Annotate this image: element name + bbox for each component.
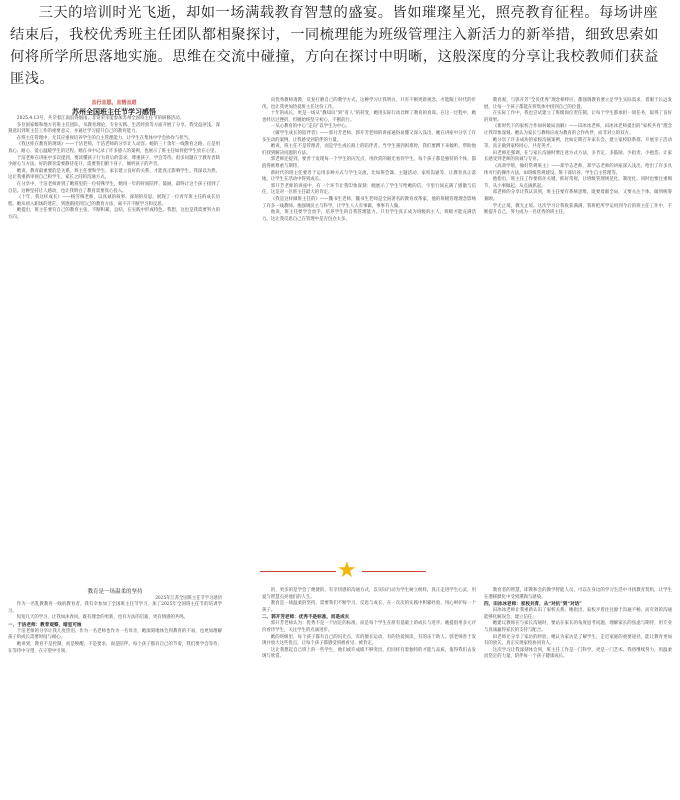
doc2-paragraph: 这次学习让我深刻体会到，班主任工作是一门科学，更是一门艺术。我将继续努力，用温柔而坚定的力量，陪伴每一个孩子健康成长。 xyxy=(484,647,672,660)
doc1-date: 2025.4.13号，共杂着江南浪得烟雨，非常荣幸能参加苏州全国班主任节的研修活动。 xyxy=(16,116,185,121)
doc2-title: 教育是一场温柔的坚持 xyxy=(87,589,143,595)
doc2-paragraph: 教育者的智慧，即教和会的教学智能人员，可以在身边的学习生活中寻找教育契机，让学生在潜移默化中受到熏陶与感染。 xyxy=(484,588,672,600)
doc1-paragraph: 十年的成长，更是一场从“教知识”到“育人”的转变，她用实际行动诠释了教育的真谛。在这一过程中，她也经历过挫折，但她始终坚守初心，不断前行。 xyxy=(262,111,476,123)
doc1-paragraph: 《高效学班，做好常规班主》——郑学志老师，郑学志老师的讲座深入浅出，给出了许多具体可行的操作方法，如班级常规建设、班干部培养、学生自主管理等。 xyxy=(484,163,672,176)
intro-paragraph: 三天的培训时光飞逝，却如一场满载教育智慧的盛宴。皆如璀璨星光，照亮教育征程。每场讲座结束后，我校优秀班主任团队都相聚探讨，一同梳理能为班级管理注入新活力的新举措，细致思索如何将所学所思落地实施。思维在交流中碰撞，方向在探讨中明晰，这般深度的分享让我校教师们获益匪浅。 xyxy=(10,5,659,87)
doc1-paragraph: 郑老师的分享让我认识到，班主任要有系统思维，既要着眼全局，又要关注个体，做到统筹兼顾。 xyxy=(484,190,672,202)
doc2-paragraph: 她的班级里，每个孩子都有自己的闪光点，有的擅长运动，有的热爱阅读，有的乐于助人。郭老师善于发现并放大这些优点，让每个孩子都感受到被看见、被肯定。 xyxy=(262,634,476,647)
doc2-subtitle: 2025年江苏全国班主任节学习感悟 xyxy=(155,596,222,601)
doc1-paragraph: 《十年，我这样成长》——杨雪梅老师，以真诚的叙事、深刻的反思，展现了一位青年班主任的成长历程。她从初入职场的迷茫，到逐渐找到自己的教育方法，离不开不断学习和反思。 xyxy=(8,195,220,207)
doc1-paragraph: 他说，班主任要学会放手，培养学生的自我管理能力。只有学生真正成为班级的主人，班级才能充满活力。这让我反思自己在管理中是否包办太多。 xyxy=(262,210,476,222)
divider-line-right xyxy=(362,571,426,572)
doc1-paragraph: 她说，教育最重要的是关系。班主任要和学生、家长建立良好的关系，才能真正影响学生。我深以为然，这让我重新审视自己和学生、家长之间的沟通方式。 xyxy=(8,168,220,181)
document-image-2 xyxy=(8,584,672,800)
doc1-paragraph: 在分享中，于洁老师讲到了她班里的一位特殊学生，她用一年的时间陪伴、鼓励，最终让这个孩子找到了自信。这种坚持让人感动，也让我明白了教育需要真心投入。 xyxy=(8,181,220,194)
divider-line-left xyxy=(260,571,336,572)
doc1-paragraph: 在班主任管理中，尤其应重视培养学生的自主管理能力，让学生在集体中学会协作与担当。 xyxy=(16,135,193,141)
doc1-paragraph: 郭老师还提到，要善于发现每一个学生的闪光点，用欣赏的眼光看待学生。每个孩子都是独特的个体，都值得被尊重与期待。 xyxy=(262,157,476,169)
star-icon: ★ xyxy=(337,558,357,583)
doc1-paragraph: 她分享了许多成功的家校沟通案例，比如定期召开家长会、建立家校联系群、开展亲子活动等，真正做到家校同心、共育英才。 xyxy=(484,137,672,150)
doc1-paragraph: 在实际工作中，我也尝试建立了班级岗位责任制，让每个学生都承担一项任务，取得了良好的效果。 xyxy=(484,111,672,123)
doc2-paragraph: 她建议教师在与家长沟通时，要站在家长的角度思考问题，理解家长的焦虑与期待，用专业与真诚赢得家长的支持与配合。 xyxy=(484,621,672,633)
doc1-paragraph: 他指出，班主任工作要抓住关键，抓好常规，让班级管理规范化、制度化。同时也要注重细节，从小事做起，从点滴抓起。 xyxy=(484,177,672,189)
doc2-paragraph: 短短几天的学习，让我如沐春风，既有理念的更新，也有方法的启迪，更有情感的共鸣。 xyxy=(16,615,189,621)
doc2-paragraph: 的，更多的是学会了便捷的、有亲切感的沟通方式，以实际行动为学生树立榜样，真正走进学生心灵，用爱与智慧点亮他们的人生。 xyxy=(262,588,476,600)
doc1-paragraph: 向优秀教师请教，反复打磨自己的教学方式，这种学习让我明白，只有不断更新观念，才能跟上时代的步伐，也让我更加热爱班主任这份工作。 xyxy=(262,98,476,110)
doc2-subheading: 二、郭开芳老师：优秀不是标准，而是成长 xyxy=(262,615,350,621)
doc1-paragraph: 多位国家级和地方名班主任团队，从教育理论、专业实践、生活经验等方面开展了分享，我受益匪浅，深刻意识到班主任工作的重要意义，并通过学习提升自己的教育能力。 xyxy=(8,122,220,135)
doc2-paragraph: 田冰冰老师让我重新认识了家校关系。她指出，家校矛盾往往源于沟通不畅，而有效的沟通能够化解误会，建立信任。 xyxy=(484,608,672,620)
doc1-paragraph: 教育观，与郭开芳“全员优秀”理念相呼应，都强调教育要立足学生实际需求，着眼于长远发展，让每一个孩子都能在班集体中找到自己的位置。 xyxy=(484,98,672,110)
doc2-column-3 xyxy=(484,588,672,800)
doc1-paragraph: 《我这样在教育的现场》——于洁老师，于洁老师的分享让人动容。她的三十余年一线教育之路，正是用真心、耐心、爱心温暖学生的过程。她在书中记录了许多感人的案例，也展示了班主任如何把学生放在心里。 xyxy=(8,142,220,154)
doc2-column-2 xyxy=(262,588,476,800)
doc2-paragraph: 郭开芳老师认为：优秀不是一个固定的标准，而是每个学生在原有基础上的成长与进步。她提倡用多元评价看待学生，关注学生的点滴进步。 xyxy=(262,621,476,633)
doc1-column-3 xyxy=(484,98,672,554)
doc1-paragraph: 一从心教育的中心“走向”以学生为中心。 xyxy=(270,124,350,130)
doc1-paragraph: 她提出，班主任要有自己的教育主张，不断积累、总结，在实践中形成特色。我想，这也是我需要努力的方向。 xyxy=(8,208,220,220)
doc2-paragraph: 作为一名乳教教育一线的教育者，我有幸参加了全国班主任节学习，加了2025年全国班主任节的培训学习。 xyxy=(8,602,222,614)
doc1-red-title: 且行且思，且悟且进 xyxy=(91,100,137,106)
document-image-1 xyxy=(8,96,672,556)
doc2-paragraph: 教育是一场温柔的坚持，需要我们不断学习、反思与成长，在一次次的实践中积累经验，用心呵护每一个孩子。 xyxy=(262,601,476,613)
doc1-paragraph: 田老师还强调，在与家长沟通时要注意方式方法，多肯定、多鼓励，少指责、少抱怨，让家长感受到老师的真诚与专业。 xyxy=(484,150,672,163)
doc2-subheading: 一、于洁老师：教育观察，暗室可烛 xyxy=(8,622,82,628)
doc2-paragraph: 田老师还分享了家访的经验，她认为家访是了解学生、走近家庭的重要途径，能让教育更加有的放矢，真正实现家校协同育人。 xyxy=(484,634,672,647)
doc1-paragraph: 《我是这样做班主任的》——魏书生老师，魏书生老师是全国著名的教育改革家，他的班级管理理念影响了许多一线教师。他强调民主与科学，让学生人人有事做，事事有人做。 xyxy=(262,196,476,209)
doc2-paragraph: 这让我想起自己班上的一些学生，他们或许成绩不够突出，但同样有着独特的才能与品质，值得我们去发现与欣赏。 xyxy=(262,647,476,660)
doc1-paragraph: 她说，班主任不是管理者，而是学生成长路上的陪伴者。当学生遇到困难时，我们要蹲下来倾听，帮助他们找到解决问题的方法。 xyxy=(262,144,476,156)
doc1-paragraph: 新时代的班主任要善于运用多种方式与学生交流，比如班会课、主题活动、家校沟通等，让教育真正落地，让学生在活动中得到成长。 xyxy=(262,170,476,183)
doc2-paragraph: 于洁老师的分享让我几度热泪。作为一名老师也作为一名母亲，她深刻地体会到教育的不易，也更加理解孩子的成长需要时间与耐心。 xyxy=(8,628,222,641)
doc1-paragraph: 学无止境，教无止境。这次学习让我收获满满，我将把所学运用到今后的班主任工作中，不断提升自己，努力成为一名优秀的班主任。 xyxy=(484,203,672,216)
doc1-paragraph: 于洁老师在讲座中多次提到，要读懂孩子行为背后的需求，尊重孩子，学会等待。很多问题在于教育者缺少耐心与方法，好的教育需要静待花开，需要我们俯下身子，倾听孩子的声音。 xyxy=(8,155,220,168)
doc2-subheading: 四、田冰冰老师：家校共育，从“对抗”到“对话” xyxy=(484,602,582,608)
doc1-paragraph: 郭开芳老师的讲座中，有一个环节让我印象深刻：她展示了学生写给她的信，字里行间充满了感激与信任，这是对一位班主任最大的肯定。 xyxy=(262,183,476,196)
doc2-column-1 xyxy=(8,588,222,800)
doc1-column-2 xyxy=(262,98,476,554)
doc1-title: 苏州全国班主任节学习感悟 xyxy=(72,107,156,116)
doc1-column-1 xyxy=(8,100,220,554)
doc1-paragraph: 《做学生成长的陪伴者》——郭开芳老师，郭开芳老师的讲座通俗易懂又深入浅出，她在讲座中分享了许多生动的案例，让我感受到陪伴的力量。 xyxy=(262,130,476,143)
doc2-paragraph: 她讲到，教育不是控制，而是唤醒；不是要求，而是陪伴。每个孩子都有自己的节奏，我们要学会等待，在等待中守望，在守望中引领。 xyxy=(8,641,222,654)
doc1-paragraph: 《新时代下的家校合作如何破局而解》——田冰冰老师，田冰冰老师提出的“家校共育”理念让我印象深刻。她认为家长与教师应成为教育的合作伙伴，而非对立的双方。 xyxy=(484,124,672,136)
